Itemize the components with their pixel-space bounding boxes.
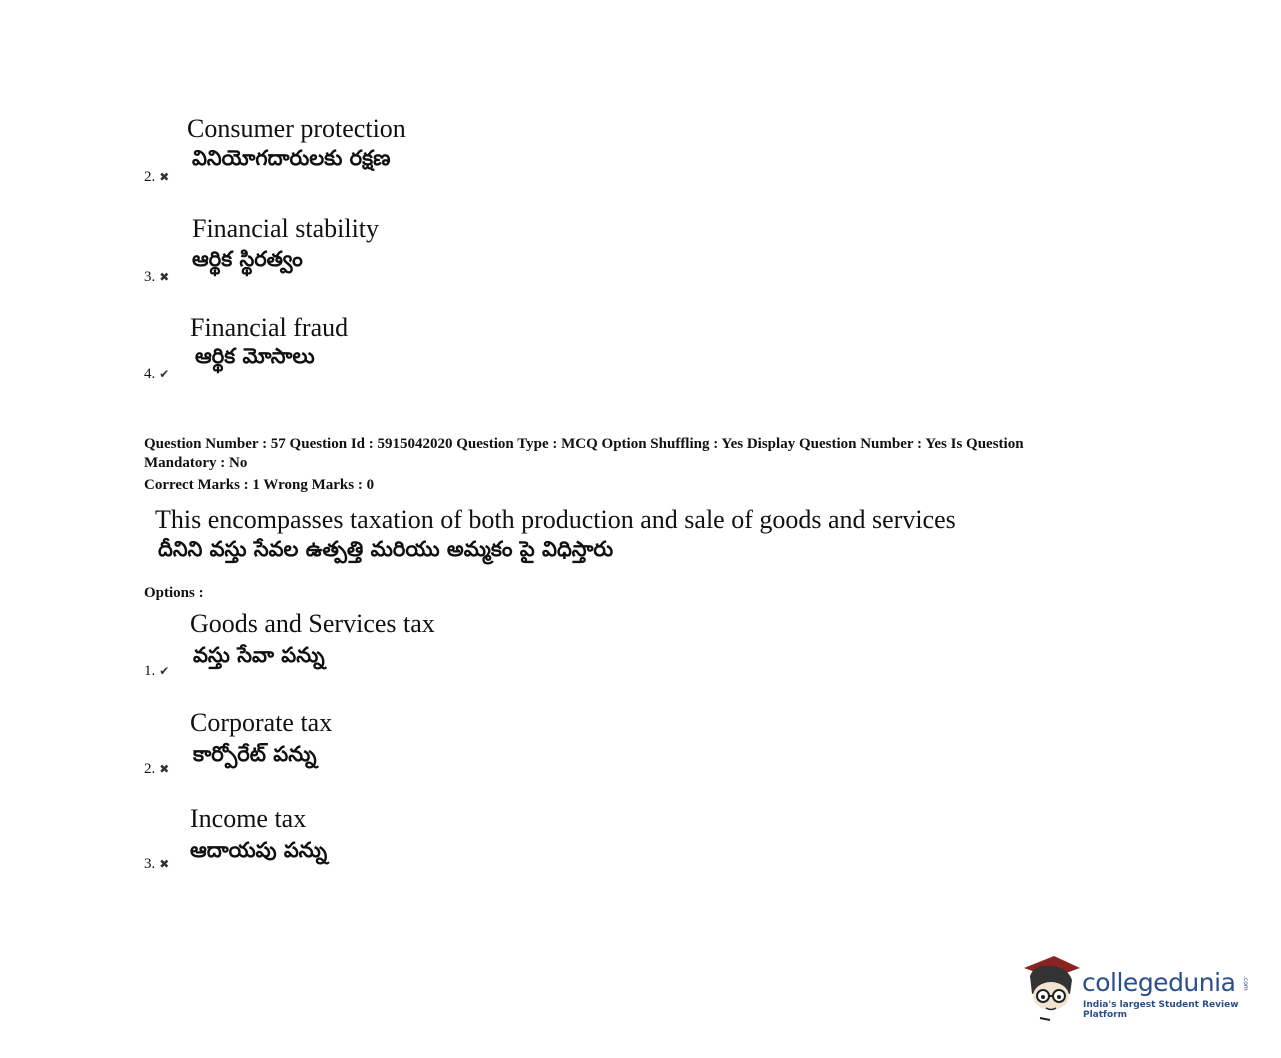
option-english-text: Financial fraud xyxy=(190,313,349,342)
option-number-label: 3. xyxy=(144,269,156,285)
cross-icon: ✖ xyxy=(159,170,170,184)
option-english-text: Financial stability xyxy=(192,214,380,243)
option-english-text: Income tax xyxy=(190,804,307,833)
option-telugu-text: ఆర్థిక స్థిరత్వం xyxy=(192,247,303,271)
option-english-text: Corporate tax xyxy=(190,708,333,737)
cross-icon: ✖ xyxy=(159,762,170,776)
option-number xyxy=(144,269,169,286)
option-english-text: Goods and Services tax xyxy=(190,609,435,638)
option-number-label: 2. xyxy=(144,761,156,777)
option-telugu-text: ఆర్థిక మోసాలు xyxy=(195,344,315,368)
check-icon: ✔ xyxy=(159,664,170,678)
option-english-text: Consumer protection xyxy=(187,114,406,143)
mascot-icon xyxy=(1020,950,1082,1022)
question-text-english: This encompasses taxation of both production and sale of goods and services xyxy=(155,505,956,534)
options-label: Options : xyxy=(144,585,204,601)
logo-suffix: .com xyxy=(1242,976,1249,991)
option-telugu-text: ఆదాయపు పన్ను xyxy=(190,838,328,862)
logo-tagline: India's largest Student Review Platform xyxy=(1083,1000,1239,1020)
question-marks: Correct Marks : 1 Wrong Marks : 0 xyxy=(144,477,375,493)
option-telugu-text: వినియోగదారులకు రక్షణ xyxy=(192,146,391,170)
collegedunia-logo xyxy=(1020,950,1260,1025)
cross-icon: ✖ xyxy=(159,857,170,871)
logo-wordmark: collegedunia xyxy=(1082,968,1236,997)
question-meta-line1: Question Number : 57 Question Id : 5915042020 Question Type : MCQ Option Shuffling : Yes Display Question Number : Yes Is Question xyxy=(144,436,1024,452)
option-telugu-text: కార్పోరేట్ పన్ను xyxy=(193,742,317,766)
option-number xyxy=(144,856,169,873)
option-number xyxy=(144,366,169,383)
option-number-label: 2. xyxy=(144,169,156,185)
option-number xyxy=(144,169,169,186)
question-meta-line2: Mandatory : No xyxy=(144,455,248,471)
question-text-telugu: దీనిని వస్తు సేవల ఉత్పత్తి మరియు అమ్మకం పై విధిస్తారు xyxy=(158,537,614,561)
option-number xyxy=(144,761,169,778)
option-telugu-text: వస్తు సేవా పన్ను xyxy=(193,643,325,667)
check-icon: ✔ xyxy=(159,367,170,381)
question-meta xyxy=(144,435,1144,495)
option-number xyxy=(144,663,169,680)
option-number-label: 1. xyxy=(144,663,156,679)
option-number-label: 4. xyxy=(144,366,156,382)
option-number-label: 3. xyxy=(144,856,156,872)
cross-icon: ✖ xyxy=(159,270,170,284)
